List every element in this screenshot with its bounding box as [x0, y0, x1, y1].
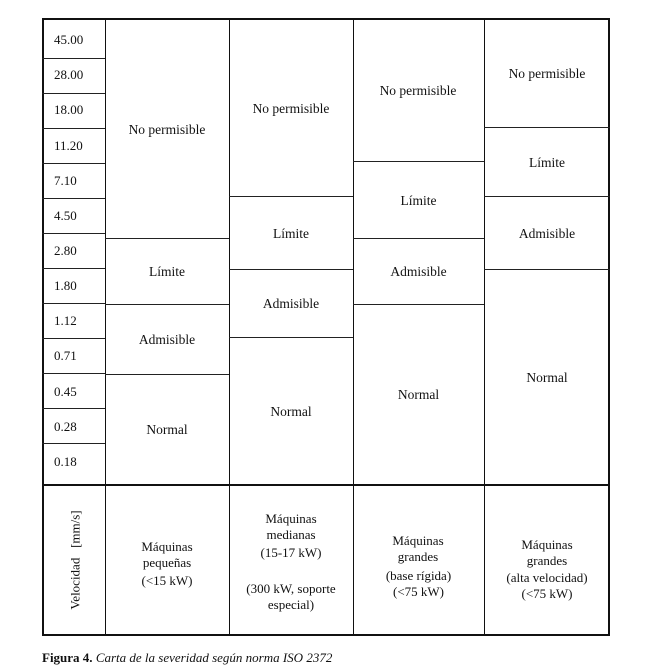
zone-admisible: Admisible [138, 332, 196, 347]
scale-value: 1.80 [54, 278, 77, 293]
axis-unit-text: [mm/s] [68, 510, 84, 548]
figure-number: Figura 4. [42, 650, 93, 665]
scale-row-line [42, 198, 105, 199]
zone-admisible: Admisible [518, 225, 576, 241]
machine-label: Máquinas pequeñas [141, 539, 193, 570]
scale-row-line [42, 93, 105, 94]
zone-normal: Normal [397, 387, 440, 402]
scale-row-line [42, 373, 105, 374]
power-note: (300 kW, soporte especial) [246, 581, 336, 612]
figure-caption-text: Carta de la severidad según norma ISO 2372 [95, 650, 333, 665]
scale-value: 4.50 [54, 208, 77, 223]
machine-label: Máquinas medianas [265, 511, 317, 542]
zone-limite: Límite [529, 154, 565, 170]
power-range: (<75 kW) [521, 586, 573, 601]
scale-value: 45.00 [54, 32, 84, 47]
scale-row-line [42, 408, 105, 409]
scale-value: 18.00 [54, 102, 84, 117]
scale-row-line [42, 443, 105, 444]
machine-subtype: (alta velocidad) [506, 570, 588, 585]
scale-value: 0.18 [54, 454, 77, 469]
footer-separator [42, 484, 610, 486]
axis-label-text: Velocidad [68, 557, 84, 610]
zone-normal: Normal [270, 403, 312, 419]
scale-value: 1.12 [54, 313, 77, 328]
zone-no-permisible: No permisible [379, 83, 457, 98]
scale-value: 2.80 [54, 243, 77, 258]
zone-limite: Límite [400, 192, 437, 208]
zone-no-permisible: No permisible [508, 66, 586, 81]
scale-row-line [42, 128, 105, 129]
scale-row-line [42, 338, 105, 339]
scale-row-line [42, 58, 105, 59]
scale-row-line [42, 163, 105, 164]
scale-value: 0.28 [54, 419, 77, 434]
power-range: (<75 kW) [392, 584, 444, 599]
zone-admisible: Admisible [262, 296, 320, 311]
scale-value: 0.71 [54, 348, 77, 363]
power-range: (<15 kW) [141, 573, 193, 588]
figure-caption [42, 650, 332, 666]
zone-normal: Normal [146, 422, 188, 437]
scale-value: 7.10 [54, 173, 77, 188]
machine-subtype: (base rígida) [385, 568, 452, 583]
scale-value: 0.45 [54, 384, 77, 399]
machine-label: Máquinas grandes [521, 537, 573, 568]
scale-value: 11.20 [54, 138, 83, 153]
scale-value: 28.00 [54, 67, 84, 82]
zone-limite: Límite [149, 264, 185, 279]
zone-no-permisible: No permisible [128, 121, 206, 137]
scale-row-line [42, 303, 105, 304]
machine-label: Máquinas grandes [392, 533, 444, 564]
zone-normal: Normal [526, 369, 568, 385]
scale-row-line [42, 233, 105, 234]
zone-limite: Límite [273, 225, 309, 241]
scale-row-line [42, 268, 105, 269]
zone-no-permisible: No permisible [252, 100, 330, 116]
zone-admisible: Admisible [390, 264, 447, 279]
power-range: (15-17 kW) [260, 545, 322, 560]
velocity-axis-label [47, 486, 105, 634]
